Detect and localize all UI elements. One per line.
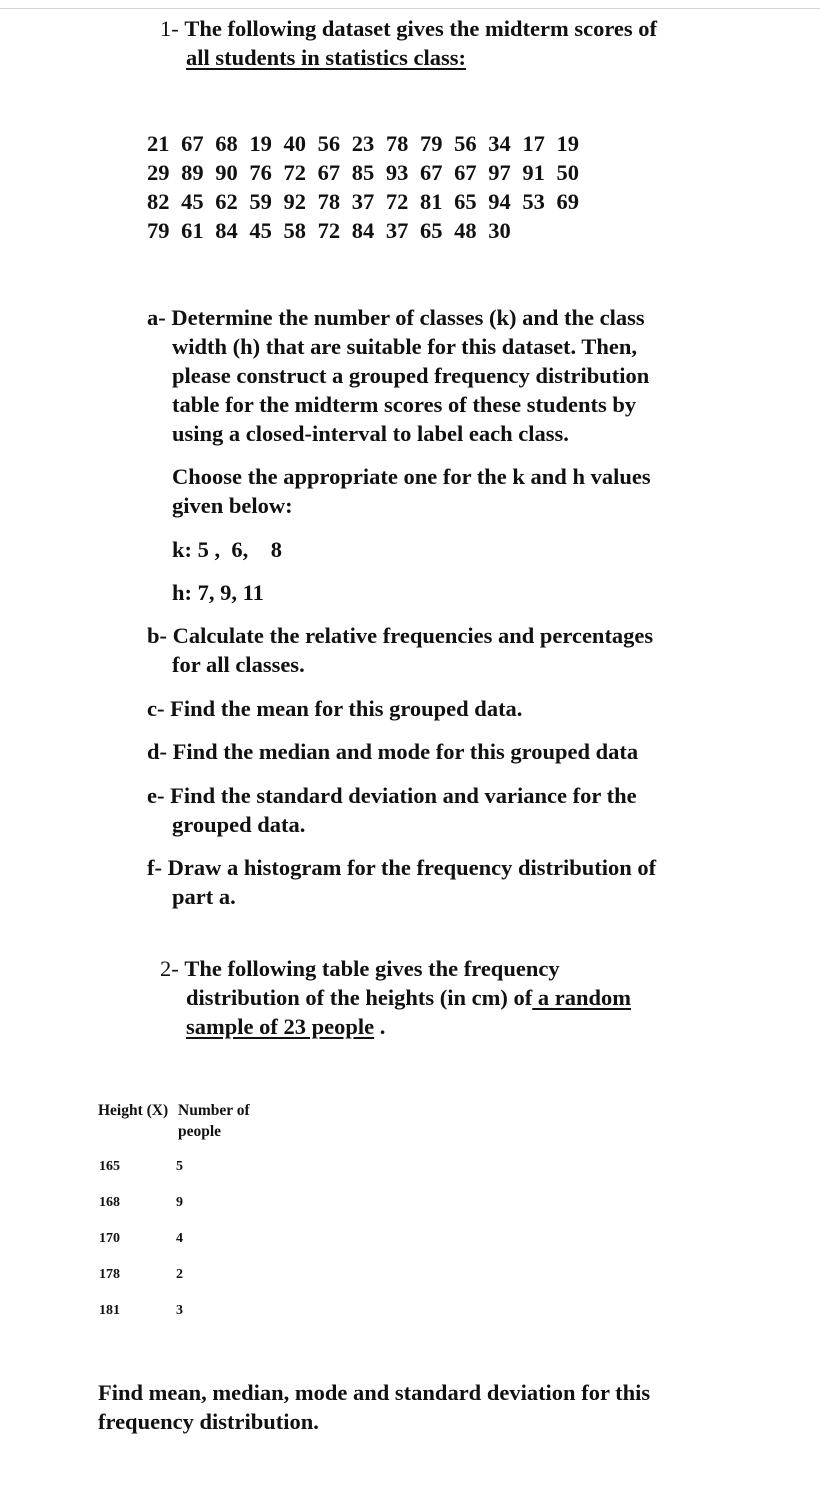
q1-title-line2: all students in statistics class: — [186, 45, 467, 70]
q2-line3-underlined: sample of 23 people — [186, 1014, 375, 1039]
q2-line2-underlined: a random — [532, 985, 632, 1010]
part-a-line4: table for the midterm scores of these students by — [172, 392, 637, 417]
table-cell-height: 178 — [99, 1267, 120, 1282]
table-cell-height: 168 — [99, 1195, 120, 1210]
part-d: d- Find the median and mode for this grouped data — [147, 739, 639, 764]
final-line2: frequency distribution. — [98, 1409, 319, 1434]
q1-title-line1 — [160, 16, 657, 42]
dataset-row-3: 82 45 62 59 92 78 37 72 81 65 94 53 69 — [147, 189, 579, 214]
table-cell-height: 181 — [99, 1303, 120, 1318]
q1-number: 1- — [160, 16, 185, 41]
q2-line1 — [160, 956, 560, 982]
choose-line2: given below: — [172, 493, 293, 518]
q2-number: 2- — [160, 956, 185, 981]
final-line1: Find mean, median, mode and standard deviation for this — [98, 1380, 651, 1405]
table-header-count-line2: people — [178, 1123, 222, 1140]
q1-title-text: The following dataset gives the midterm scores of — [184, 16, 658, 41]
h-values: h: 7, 9, 11 — [172, 580, 264, 605]
q2-line3-tail: . — [374, 1014, 386, 1039]
part-a-line1: a- Determine the number of classes (k) and the class — [147, 305, 645, 330]
k-values: k: 5 , 6, 8 — [172, 537, 283, 562]
table-cell-count: 9 — [176, 1195, 183, 1210]
q2-line2-text: distribution of the heights (in cm) of — [186, 985, 533, 1010]
part-f-line2: part a. — [172, 884, 236, 909]
part-e-line2: grouped data. — [172, 812, 306, 837]
table-header-count-line1: Number of — [178, 1102, 250, 1119]
part-f-line1: f- Draw a histogram for the frequency distribution of — [147, 855, 657, 880]
table-cell-count: 3 — [176, 1303, 183, 1318]
table-cell-count: 2 — [176, 1267, 183, 1282]
part-c: c- Find the mean for this grouped data. — [147, 696, 523, 721]
table-cell-count: 5 — [176, 1159, 183, 1174]
table-cell-height: 165 — [99, 1159, 120, 1174]
table-cell-height: 170 — [99, 1231, 120, 1246]
q2-line1-text: The following table gives the frequency — [184, 956, 560, 981]
table-cell-count: 4 — [176, 1231, 183, 1246]
dataset-row-2: 29 89 90 76 72 67 85 93 67 67 97 91 50 — [147, 160, 579, 185]
dataset-row-4: 79 61 84 45 58 72 84 37 65 48 30 — [147, 218, 511, 243]
top-divider — [0, 8, 820, 9]
part-b-line2: for all classes. — [172, 652, 305, 677]
part-e-line1: e- Find the standard deviation and variance for the — [147, 783, 637, 808]
table-header-height: Height (X) — [98, 1102, 169, 1119]
part-a-line5: using a closed-interval to label each class. — [172, 421, 569, 446]
part-a-line3: please construct a grouped frequency distribution — [172, 363, 650, 388]
dataset-row-1: 21 67 68 19 40 56 23 78 79 56 34 17 19 — [147, 131, 579, 156]
part-b-line1: b- Calculate the relative frequencies and percentages — [147, 623, 654, 648]
part-a-line2: width (h) that are suitable for this dataset. Then, — [172, 334, 638, 359]
q2-line3 — [186, 1014, 385, 1040]
choose-line1: Choose the appropriate one for the k and h values — [172, 464, 651, 489]
q2-line2 — [186, 985, 631, 1011]
